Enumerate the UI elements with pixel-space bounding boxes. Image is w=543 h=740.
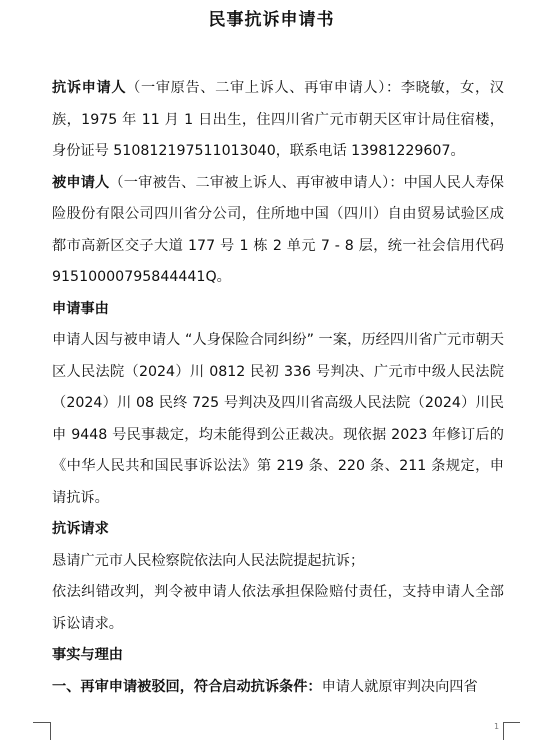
request-item-1: 恳请广元市人民检察院依法向人民法院提起抗诉；	[52, 552, 365, 569]
applicant-text: （一审原告、二审上诉人、再审申请人）：李晓敏，女，汉族，1975 年 11 月 1 日出生，住四川省广元市朝天区审计局住宿楼，身份证号 510812197511013040，联系电话 13981229607。	[52, 80, 504, 159]
document-title: 民事抗诉申请书	[208, 10, 335, 30]
facts-heading: 事实与理由	[52, 647, 123, 663]
request-heading: 抗诉请求	[52, 521, 109, 537]
reason-heading: 申请事由	[52, 300, 109, 317]
reason-paragraph: 申请人因与被申请人 “人身保险合同纠纷” 一案，历经四川省广元市朝天区人民法院（2024）川 0812 民初 336 号判决、广元市中级人民法院（2024）川 08 民终 725 号判决及四川省高级人民法院（2024）川民申 9448 号民事裁定，均未能得到公正裁决。现依据 2023 年修订后的《中华人民共和国民事诉讼法》第 219 条、220 条、211 条规定，申请抗诉。	[52, 332, 504, 506]
applicant-label: 抗诉申请人	[52, 80, 127, 96]
request-item-2: 依法纠错改判，判令被申请人依法承担保险赔付责任，支持申请人全部诉讼请求。	[52, 584, 504, 632]
crop-mark-right-vertical	[503, 722, 504, 740]
crop-mark-right-horizontal	[503, 722, 520, 723]
respondent-label: 被申请人	[52, 174, 110, 191]
facts-point-1-text: 申请人就原审判决向四省	[321, 678, 478, 695]
facts-point-1	[52, 672, 504, 704]
respondent-paragraph	[52, 168, 504, 294]
page-number: 1	[494, 722, 500, 731]
facts-point-1-label: 一、再审申请被驳回，符合启动抗诉条件：	[52, 678, 322, 695]
respondent-text: （一审被告、二审被上诉人、再审被申请人）：中国人民人寿保险股份有限公司四川省分公司，住所地中国（四川）自由贸易试验区成都市高新区交子大道 177 号 1 栋 2 单元 7 - 8 层，统一社会信用代码 91510000795844441Q。	[52, 174, 504, 285]
document-body	[52, 73, 504, 703]
applicant-paragraph	[52, 73, 504, 168]
crop-mark-left-vertical	[50, 722, 51, 740]
crop-mark-left-horizontal	[33, 722, 50, 723]
